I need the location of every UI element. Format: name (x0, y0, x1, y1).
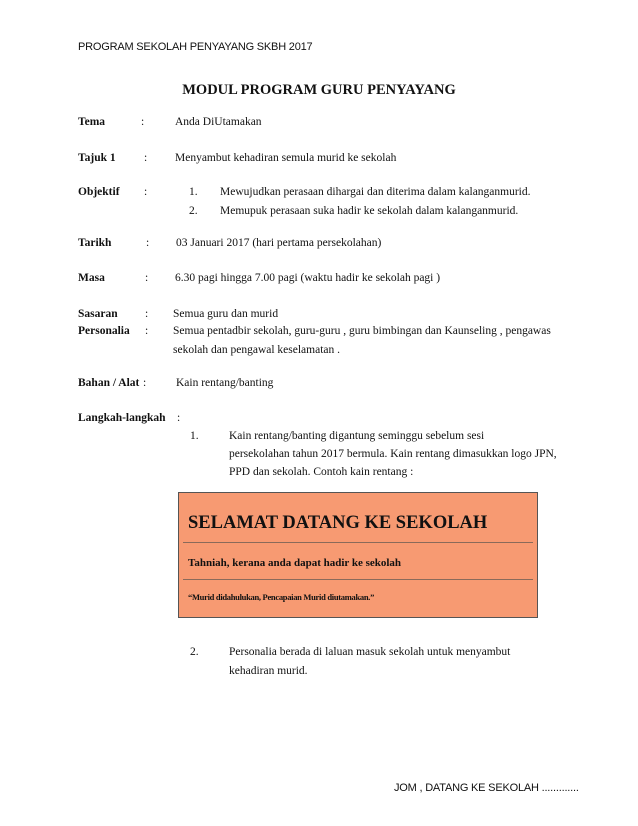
sasaran-label: Sasaran (78, 308, 118, 320)
banner-divider (183, 542, 533, 543)
objektif-item-number: 1. (189, 186, 198, 198)
personalia-value-line: Semua pentadbir sekolah, guru-guru , guru bimbingan dan Kaunseling , pengawas (173, 325, 551, 337)
sasaran-value: Semua guru dan murid (173, 308, 279, 320)
page-header: PROGRAM SEKOLAH PENYAYANG SKBH 2017 (78, 41, 313, 53)
tema-colon: : (141, 116, 145, 128)
objektif-item-text: Memupuk perasaan suka hadir ke sekolah dalam kalanganmurid. (220, 205, 519, 217)
tarikh-colon: : (146, 237, 150, 249)
step-text-line: Personalia berada di laluan masuk sekolah untuk menyambut (229, 646, 511, 658)
tema-label: Tema (78, 116, 106, 128)
banner-example (178, 492, 538, 618)
tarikh-value: 03 Januari 2017 (hari pertama persekolahan) (176, 237, 382, 249)
bahan-colon: : (143, 377, 147, 389)
step-number: 2. (190, 646, 199, 658)
banner-divider (183, 579, 533, 580)
bahan-label: Bahan / Alat (78, 377, 140, 389)
objektif-label: Objektif (78, 186, 120, 198)
personalia-colon: : (145, 325, 149, 337)
step-text-line: persekolahan tahun 2017 bermula. Kain rentang dimasukkan logo JPN, (229, 448, 557, 460)
objektif-item-number: 2. (189, 205, 198, 217)
sasaran-colon: : (145, 308, 149, 320)
step-text-line: kehadiran murid. (229, 665, 308, 677)
step-number: 1. (190, 430, 199, 442)
banner-subtitle: Tahniah, kerana anda dapat hadir ke sekolah (188, 557, 402, 569)
tajuk-colon: : (144, 152, 148, 164)
step-text-line: Kain rentang/banting digantung seminggu sebelum sesi (229, 430, 485, 442)
tema-value: Anda DiUtamakan (175, 116, 262, 128)
personalia-value-line: sekolah dan pengawal keselamatan . (173, 344, 341, 356)
masa-label: Masa (78, 272, 105, 284)
objektif-colon: : (144, 186, 148, 198)
tajuk-value: Menyambut kehadiran semula murid ke sekolah (175, 152, 397, 164)
langkah-colon: : (177, 412, 181, 424)
langkah-label: Langkah-langkah (78, 412, 166, 424)
tajuk-label: Tajuk 1 (78, 152, 116, 164)
page-footer: JOM , DATANG KE SEKOLAH ............. (394, 782, 579, 794)
bahan-value: Kain rentang/banting (176, 377, 274, 389)
masa-colon: : (145, 272, 149, 284)
personalia-label: Personalia (78, 325, 130, 337)
tarikh-label: Tarikh (78, 237, 112, 249)
banner-title: SELAMAT DATANG KE SEKOLAH (188, 513, 488, 533)
banner-quote: “Murid didahulukan, Pencapaian Murid diutamakan.” (188, 592, 375, 602)
masa-value: 6.30 pagi hingga 7.00 pagi (waktu hadir ke sekolah pagi ) (175, 272, 441, 284)
objektif-item-text: Mewujudkan perasaan dihargai dan diterima dalam kalanganmurid. (220, 186, 531, 198)
document-title: MODUL PROGRAM GURU PENYAYANG (182, 82, 456, 98)
step-text-line: PPD dan sekolah. Contoh kain rentang : (229, 466, 414, 478)
